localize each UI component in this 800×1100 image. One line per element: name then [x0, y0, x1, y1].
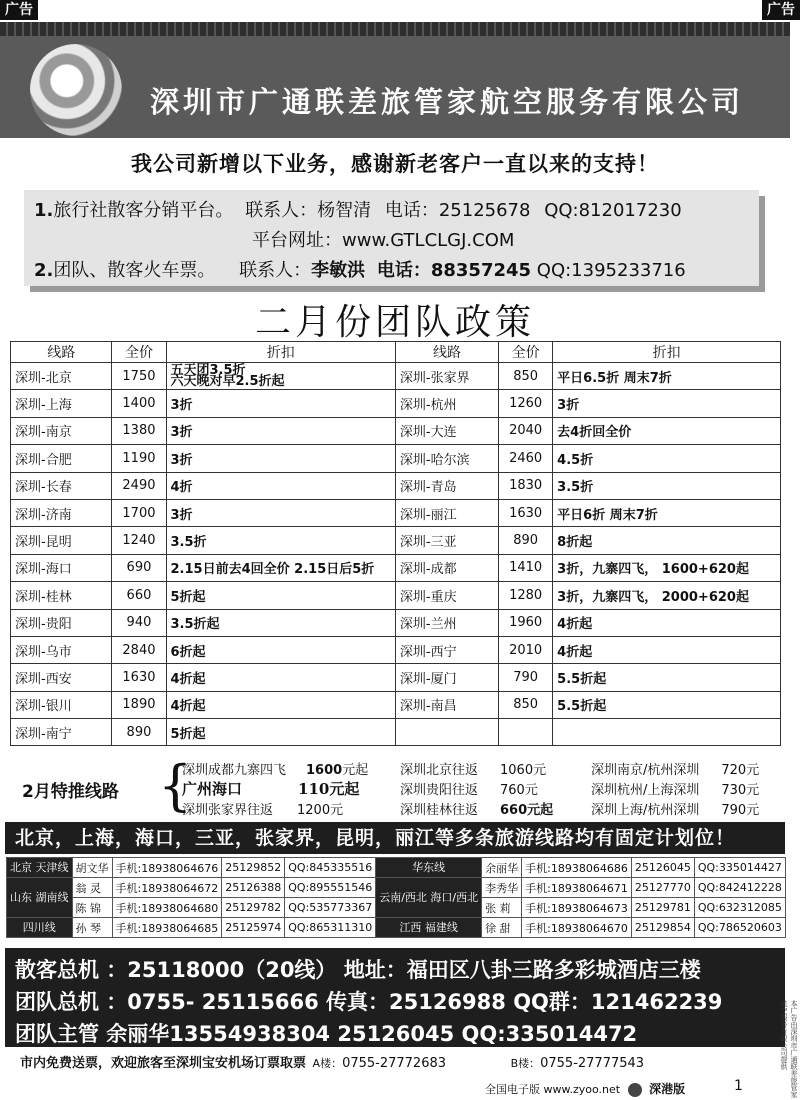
route-discount: 3折，九寨四飞， 2000+620起 — [553, 582, 781, 609]
route-discount: 6折起 — [166, 636, 395, 663]
route-price: 1960 — [499, 609, 553, 636]
edition-name: 深港版 — [649, 1082, 686, 1096]
contact-qq2: QQ:842412228 — [694, 878, 785, 898]
special-price: 110元起 — [298, 780, 360, 798]
contact-tel: 25129852 — [222, 858, 285, 878]
contact-tel2: 25129781 — [631, 898, 694, 918]
contact-tel: 25126388 — [222, 878, 285, 898]
special-price: 760元 — [500, 783, 538, 798]
policy-header-row — [11, 342, 781, 363]
route-price: 660 — [112, 582, 166, 609]
route-name: 深圳-西宁 — [395, 636, 498, 663]
route-name: 深圳-西安 — [11, 664, 112, 691]
footer-text: 市内免费送票，欢迎旅客至深圳宝安机场订票取票 — [20, 1056, 307, 1071]
route-discount: 3折 — [166, 445, 395, 472]
policy-row — [11, 609, 781, 636]
special-name: 深圳桂林往返 — [400, 803, 479, 818]
policy-row — [11, 390, 781, 417]
service-2-phone-label: 电话： — [376, 260, 431, 281]
special-price: 1060元 — [500, 763, 547, 778]
route-name: 深圳-南宁 — [11, 719, 112, 746]
ad-label-left: 广告 — [0, 0, 38, 20]
company-name: 深圳市广通联差旅管家航空服务有限公司 — [150, 85, 745, 119]
contact-row — [7, 878, 786, 898]
route-name: 深圳-长春 — [11, 472, 112, 499]
contact-name2: 徐 甜 — [482, 918, 522, 938]
service-1-phone-label: 电话： — [384, 200, 439, 221]
route-discount: 4折起 — [553, 636, 781, 663]
special-item — [182, 778, 359, 799]
service-2-contact-label: 联系人： — [239, 260, 312, 281]
route-price: 690 — [112, 554, 166, 581]
brace-icon: { — [158, 754, 193, 817]
route-discount: 平日6折 周末7折 — [553, 499, 781, 526]
contact-name2: 张 莉 — [482, 898, 522, 918]
special-price: 720元 — [721, 763, 760, 778]
policy-table — [10, 341, 781, 746]
contact-mobile2: 手机:18938064670 — [522, 918, 632, 938]
service-url-value[interactable]: www.GTLCLGJ.COM — [342, 230, 515, 251]
route-name: 深圳-济南 — [11, 499, 112, 526]
contact-mobile: 手机:18938064685 — [112, 918, 222, 938]
route-price: 1410 — [499, 554, 553, 581]
contact-qq: QQ:865311310 — [285, 918, 376, 938]
route-name: 深圳-贵阳 — [11, 609, 112, 636]
service-url — [252, 226, 514, 252]
route-price: 2840 — [112, 636, 166, 663]
footer-b-phone: 0755-27777543 — [540, 1056, 645, 1071]
route-price: 850 — [499, 363, 553, 390]
contact-mobile: 手机:18938064680 — [112, 898, 222, 918]
special-title: 2月特推线路 — [22, 782, 119, 802]
service-2-num: 2. — [34, 260, 54, 281]
contact-region2: 华东线 — [376, 858, 482, 878]
service-2-contact: 李敏洪 — [311, 260, 366, 281]
contact-tel2: 25127770 — [631, 878, 694, 898]
contact-qq: QQ:895551546 — [285, 878, 376, 898]
contact-mobile: 手机:18938064672 — [112, 878, 222, 898]
route-name — [395, 719, 498, 746]
special-item — [591, 779, 759, 798]
special-routes — [10, 755, 781, 820]
hotline-fit: 散客总机 ：25118000（20线） 地址：福田区八卦三路多彩城酒店三楼 — [15, 958, 701, 982]
contact-region2: 云南/西北 海口/西北 — [376, 878, 482, 918]
special-price: 1600 — [306, 763, 343, 778]
route-discount: 去4折回全价 — [553, 417, 781, 444]
route-price: 850 — [499, 691, 553, 718]
service-2-text: 团队、散客火车票。 — [53, 260, 216, 281]
contact-qq: QQ:845335516 — [285, 858, 376, 878]
route-discount: 4折起 — [166, 664, 395, 691]
route-price: 1280 — [499, 582, 553, 609]
hotline-manager: 团队主管 余丽华13554938304 25126045 QQ:335014472 — [15, 1022, 638, 1046]
route-discount: 3.5折 — [553, 472, 781, 499]
route-price: 1890 — [112, 691, 166, 718]
policy-row — [11, 719, 781, 746]
route-price: 1750 — [112, 363, 166, 390]
special-item — [400, 759, 546, 778]
route-price: 1700 — [112, 499, 166, 526]
policy-row — [11, 527, 781, 554]
special-price: 660元起 — [500, 803, 554, 818]
route-name: 深圳-乌市 — [11, 636, 112, 663]
header-discount: 折扣 — [166, 342, 395, 363]
special-unit: 元起 — [342, 763, 369, 778]
policy-title: 二月份团队政策 — [254, 302, 535, 343]
route-discount: 3折 — [166, 417, 395, 444]
company-banner — [0, 22, 790, 138]
service-2-qq: QQ:1395233716 — [536, 260, 686, 281]
contact-name2: 余丽华 — [482, 858, 522, 878]
side-note: 本广告由深圳市广通联差旅管家航空服务有限公司提供 — [780, 1000, 798, 1098]
route-discount: 3折，九寨四飞， 1600+620起 — [553, 554, 781, 581]
route-discount: 5折起 — [166, 719, 395, 746]
route-price: 1830 — [499, 472, 553, 499]
special-price: 730元 — [721, 783, 760, 798]
route-name: 深圳-上海 — [11, 390, 112, 417]
policy-row — [11, 664, 781, 691]
special-name: 深圳杭州/上海深圳 — [591, 783, 700, 798]
footer-a-label: A楼： — [312, 1057, 343, 1070]
special-item — [400, 799, 553, 818]
special-name: 深圳南京/杭州深圳 — [591, 763, 700, 778]
contact-name: 胡文华 — [72, 858, 112, 878]
route-discount: 8折起 — [553, 527, 781, 554]
route-price: 1240 — [112, 527, 166, 554]
route-price: 1260 — [499, 390, 553, 417]
route-price: 1380 — [112, 417, 166, 444]
contact-tel: 25125974 — [222, 918, 285, 938]
contact-name: 翁 灵 — [72, 878, 112, 898]
contact-region2: 江西 福建线 — [376, 918, 482, 938]
route-discount: 5.5折起 — [553, 664, 781, 691]
route-name: 深圳-张家界 — [395, 363, 498, 390]
notice-headline: 我公司新增以下业务，感谢新老客户一直以来的支持！ — [131, 152, 659, 176]
route-name: 深圳-丽江 — [395, 499, 498, 526]
route-name: 深圳-成都 — [395, 554, 498, 581]
route-name: 深圳-三亚 — [395, 527, 498, 554]
route-discount: 5折起 — [166, 582, 395, 609]
route-name: 深圳-哈尔滨 — [395, 445, 498, 472]
bottom-edition — [485, 1080, 685, 1097]
services-box — [24, 190, 759, 286]
footer-line — [20, 1052, 644, 1071]
service-1-num: 1. — [34, 200, 54, 221]
hotline-block — [5, 948, 785, 1047]
special-item — [182, 759, 368, 778]
discount-line: 六天晚对早2.5折起 — [170, 374, 285, 390]
route-discount: 4折 — [166, 472, 395, 499]
page-number: 1 — [734, 1078, 743, 1094]
special-name: 广州海口 — [182, 780, 243, 798]
route-discount: 3折 — [166, 499, 395, 526]
route-name: 深圳-北京 — [11, 363, 112, 390]
route-price: 1400 — [112, 390, 166, 417]
special-item — [591, 799, 759, 818]
route-discount: 3折 — [553, 390, 781, 417]
policy-row — [11, 499, 781, 526]
route-price: 890 — [499, 527, 553, 554]
policy-row — [11, 363, 781, 390]
special-name: 深圳北京往返 — [400, 763, 479, 778]
route-name: 深圳-昆明 — [11, 527, 112, 554]
contact-tel2: 25129854 — [631, 918, 694, 938]
banner-pattern — [0, 22, 790, 36]
service-1-phone: 25125678 — [438, 200, 531, 221]
route-name: 深圳-合肥 — [11, 445, 112, 472]
policy-row — [11, 417, 781, 444]
discount-line: 五天团3.5折 — [170, 363, 246, 379]
contact-mobile2: 手机:18938064671 — [522, 878, 632, 898]
route-price: 890 — [112, 719, 166, 746]
special-item — [591, 759, 759, 778]
header-route-2: 线路 — [395, 342, 498, 363]
policy-row — [11, 691, 781, 718]
contact-region: 四川线 — [7, 918, 73, 938]
header-route: 线路 — [11, 342, 112, 363]
contact-qq2: QQ:786520603 — [694, 918, 785, 938]
route-name: 深圳-桂林 — [11, 582, 112, 609]
contact-qq2: QQ:335014427 — [694, 858, 785, 878]
service-url-label: 平台网址： — [252, 230, 342, 251]
contact-tel2: 25126045 — [631, 858, 694, 878]
footer-b-label: B楼： — [510, 1057, 541, 1070]
seal-icon — [628, 1083, 642, 1097]
route-name: 深圳-兰州 — [395, 609, 498, 636]
route-name: 深圳-银川 — [11, 691, 112, 718]
header-price-2: 全价 — [499, 342, 553, 363]
contact-region: 北京 天津线 — [7, 858, 73, 878]
special-name: 深圳张家界往返 — [182, 803, 274, 818]
service-1-text: 旅行社散客分销平台。 — [53, 200, 234, 221]
route-price: 940 — [112, 609, 166, 636]
service-2-phone: 88357245 — [430, 260, 532, 281]
route-price: 1630 — [499, 499, 553, 526]
route-discount: 4折起 — [553, 609, 781, 636]
header-price: 全价 — [112, 342, 166, 363]
special-price: 1200元 — [297, 803, 344, 818]
header-discount-2: 折扣 — [553, 342, 781, 363]
contact-name: 孙 琴 — [72, 918, 112, 938]
route-discount — [166, 363, 395, 390]
route-price: 2010 — [499, 636, 553, 663]
contacts-table — [6, 857, 786, 938]
route-discount: 4折起 — [166, 691, 395, 718]
route-price: 2460 — [499, 445, 553, 472]
route-name: 深圳-厦门 — [395, 664, 498, 691]
contact-name2: 李秀华 — [482, 878, 522, 898]
hotline-group: 团队总机 ：0755- 25115666 传真：25126988 QQ群：121462239 — [15, 990, 723, 1014]
policy-row — [11, 582, 781, 609]
route-discount: 4.5折 — [553, 445, 781, 472]
route-name: 深圳-重庆 — [395, 582, 498, 609]
route-discount: 3折 — [166, 390, 395, 417]
policy-row — [11, 472, 781, 499]
route-name: 深圳-南京 — [11, 417, 112, 444]
contact-row — [7, 918, 786, 938]
route-discount: 3.5折起 — [166, 609, 395, 636]
contact-qq2: QQ:632312085 — [694, 898, 785, 918]
contact-mobile2: 手机:18938064686 — [522, 858, 632, 878]
route-price: 1630 — [112, 664, 166, 691]
special-name: 深圳成都九寨四飞 — [182, 763, 287, 778]
contact-mobile: 手机:18938064676 — [112, 858, 222, 878]
service-2 — [34, 256, 686, 282]
fixed-routes-bar: 北京，上海，海口，三亚，张家界，昆明，丽江等多条旅游线路均有固定计划位！ — [5, 822, 785, 854]
special-price: 790元 — [721, 803, 760, 818]
service-1 — [34, 196, 682, 222]
route-name: 深圳-青岛 — [395, 472, 498, 499]
route-discount: 平日6.5折 周末7折 — [553, 363, 781, 390]
route-name: 深圳-南昌 — [395, 691, 498, 718]
contact-name: 陈 锦 — [72, 898, 112, 918]
special-item — [400, 779, 538, 798]
contact-mobile2: 手机:18938064673 — [522, 898, 632, 918]
contact-region: 山东 湖南线 — [7, 878, 73, 918]
route-discount: 3.5折 — [166, 527, 395, 554]
footer-a-phone: 0755-27772683 — [342, 1056, 447, 1071]
route-price — [499, 719, 553, 746]
policy-row — [11, 445, 781, 472]
route-name: 深圳-大连 — [395, 417, 498, 444]
route-discount: 2.15日前去4回全价 2.15日后5折 — [166, 554, 395, 581]
contact-qq: QQ:535773367 — [285, 898, 376, 918]
route-price: 1190 — [112, 445, 166, 472]
service-1-contact: 杨智清 — [317, 200, 372, 221]
ad-label-right: 广告 — [762, 0, 800, 20]
special-name: 深圳贵阳往返 — [400, 783, 479, 798]
route-name: 深圳-海口 — [11, 554, 112, 581]
service-1-qq: QQ:812017230 — [544, 200, 682, 221]
contact-row — [7, 858, 786, 878]
route-name: 深圳-杭州 — [395, 390, 498, 417]
contact-tel: 25129782 — [222, 898, 285, 918]
route-price: 2490 — [112, 472, 166, 499]
route-price: 790 — [499, 664, 553, 691]
service-1-contact-label: 联系人： — [245, 200, 318, 221]
edition-label: 全国电子版 www.zyoo.net — [485, 1083, 621, 1096]
route-discount — [553, 719, 781, 746]
route-discount: 5.5折起 — [553, 691, 781, 718]
route-price: 2040 — [499, 417, 553, 444]
special-item — [182, 799, 343, 818]
policy-row — [11, 636, 781, 663]
company-logo-icon — [30, 44, 122, 136]
special-name: 深圳上海/杭州深圳 — [591, 803, 700, 818]
policy-row — [11, 554, 781, 581]
